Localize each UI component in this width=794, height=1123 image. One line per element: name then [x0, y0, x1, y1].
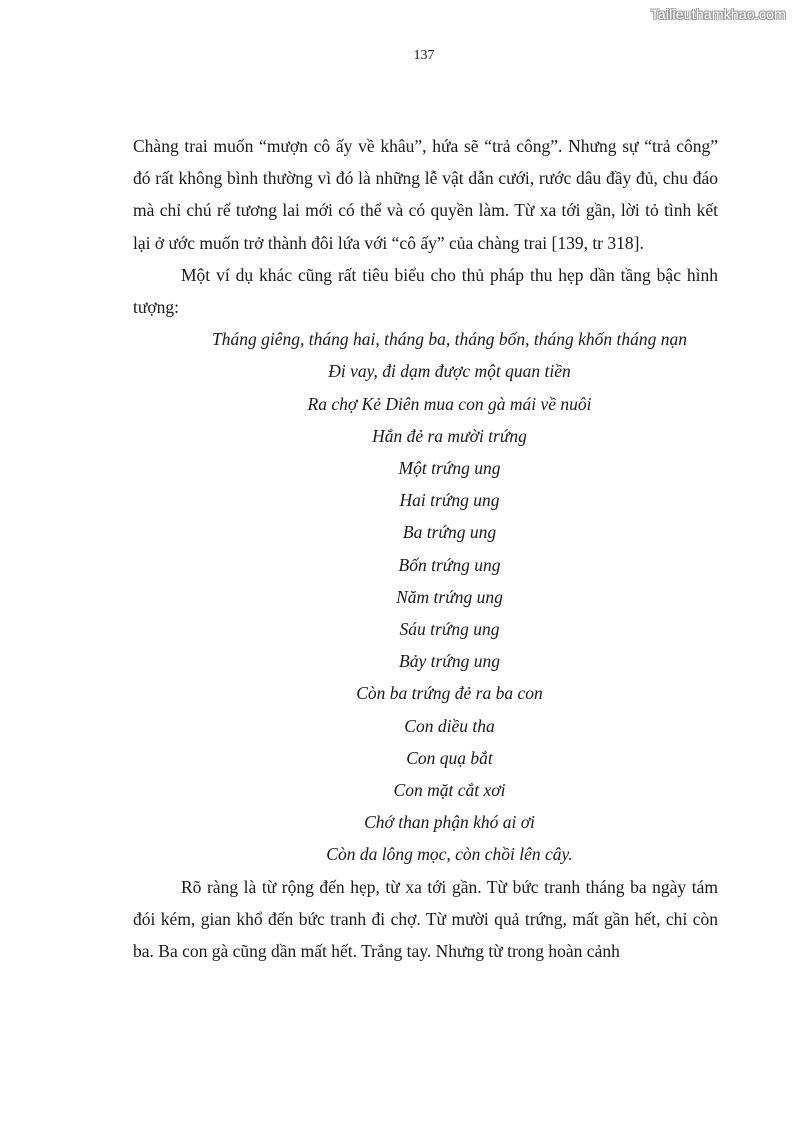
verse-line: Một trứng ung	[398, 458, 501, 479]
paragraph-3: Rõ ràng là từ rộng đến hẹp, từ xa tới gần. Từ bức tranh tháng ba ngày tám đói kém, gian khổ đến bức tranh đi chợ. Từ mười quả trứng, mất gần hết, chỉ còn ba. Ba con gà cũng dần mất hết. Trắng tay. Nhưng từ trong hoàn cảnh	[133, 876, 718, 962]
verse-line: Tháng giêng, tháng hai, tháng ba, tháng bốn, tháng khốn tháng nạn	[212, 329, 687, 350]
verse-line: Hai trứng ung	[399, 490, 500, 511]
paragraph-2: Một ví dụ khác cũng rất tiêu biểu cho thủ pháp thu hẹp dần tầng bậc hình tượng:	[133, 264, 718, 318]
verse-line: Đi vay, đi dạm được một quan tiền	[328, 361, 571, 382]
verse-line: Con quạ bắt	[406, 747, 493, 768]
verse-line: Con diều tha	[404, 715, 495, 736]
verse-line: Sáu trứng ung	[399, 619, 500, 640]
watermark-text: Tailieuthamkhao.com	[650, 6, 786, 22]
verse-line: Ra chợ Kẻ Diên mua con gà mái về nuôi	[307, 393, 592, 414]
page-number: 137	[413, 48, 435, 63]
verse-block	[133, 323, 718, 870]
verse-line: Bảy trứng ung	[399, 651, 500, 672]
verse-line: Còn da lông mọc, còn chồi lên cây.	[326, 844, 573, 865]
paragraph-1: Chàng trai muốn “mượn cô ấy về khâu”, hứa sẽ “trả công”. Nhưng sự “trả công” đó rất không bình thường vì đó là những lễ vật dẫn cưới, rước dâu đầy đủ, chu đáo mà chỉ chú rể tương lai mới có thể và có quyền làm. Từ xa tới gần, lời tỏ tình kết lại ở ước muốn trở thành đôi lứa với “cô ấy” của chàng trai [139, tr 318].	[133, 136, 718, 253]
verse-line: Còn ba trứng đẻ ra ba con	[356, 683, 543, 704]
verse-line: Năm trứng ung	[396, 586, 503, 607]
verse-line: Chớ than phận khó ai ơi	[364, 812, 535, 833]
verse-line: Ba trứng ung	[402, 522, 497, 543]
verse-line: Con mặt cắt xơi	[393, 780, 506, 801]
verse-line: Bốn trứng ung	[398, 554, 501, 575]
verse-line: Hắn đẻ ra mười trứng	[372, 425, 527, 446]
document-body	[133, 130, 718, 967]
